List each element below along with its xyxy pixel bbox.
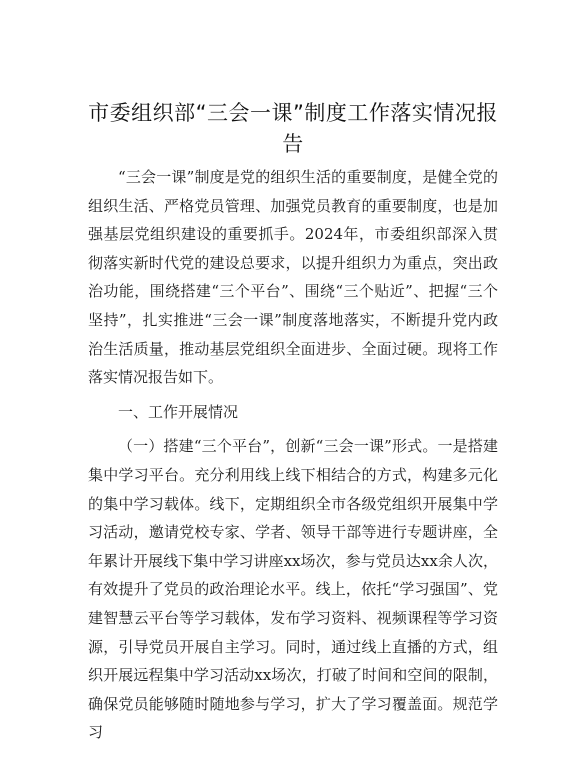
subsection-paragraph: （一）搭建“三个平台”，创新“三会一课”形式。一是搭建集中学习平台。充分利用线上线下相结合的方式，构建多元化的集中学习载体。线下，定期组织全市各级党组织开展集中学习活动，邀请党校专家、学者、领导干部等进行专题讲座，全年累计开展线下集中学习讲座xx场次，参与党员达xx余人次，有效提升了党员的政治理论水平。线上，依托“学习强国”、党建智慧云平台等学习载体，发布学习资料、视频课程等学习资源，引导党员开展自主学习。同时，通过线上直播的方式，组织开展远程集中学习活动xx场次，打破了时间和空间的限制，确保党员能够随时随地参与学习，扩大了学习覆盖面。规范学习 [88, 437, 498, 742]
document-title: 市委组织部“三会一课”制度工作落实情况报告 [88, 101, 498, 156]
document-body [88, 163, 498, 747]
intro-paragraph: “三会一课”制度是党的组织生活的重要制度，是健全党的组织生活、严格党员管理、加强党员教育的重要制度，也是加强基层党组织建设的重要抓手。2024年，市委组织部深入贯彻落实新时代党的建设总要求，以提升组织力为重点，突出政治功能，围绕搭建“三个平台”、围绕“三个贴近”、把握“三个坚持”，扎实推进“三会一课”制度落地落实，不断提升党内政治生活质量，推动基层党组织全面进步、全面过硬。现将工作落实情况报告如下。 [88, 168, 498, 387]
section-heading: 一、工作开展情况 [118, 402, 239, 421]
